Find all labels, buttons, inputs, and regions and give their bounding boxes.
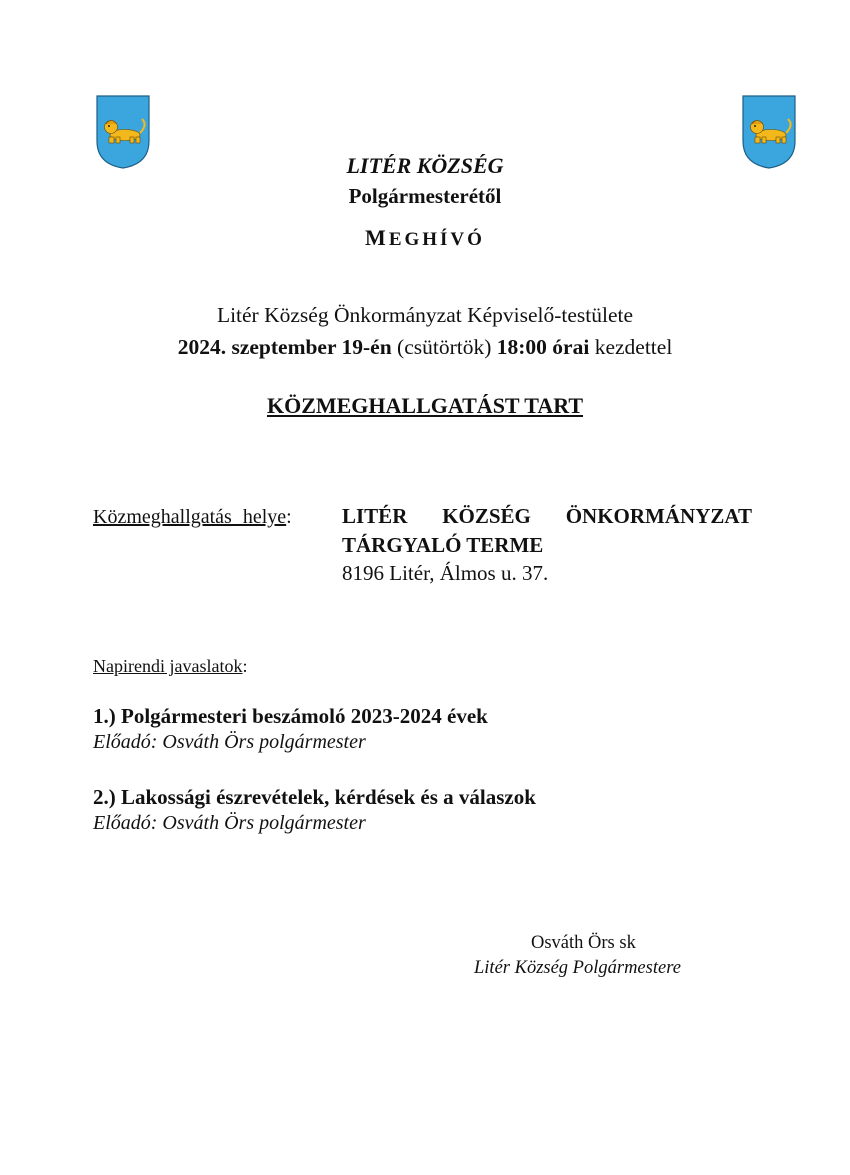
location-label: Közmeghallgatás helye [93, 506, 287, 528]
document-type [0, 225, 850, 251]
body-organization-line: Litér Község Önkormányzat Képviselő-testülete [216, 303, 634, 327]
meeting-date: 2024. szeptember 19-én [177, 335, 392, 359]
meeting-time: 18:00 órai [496, 335, 590, 359]
agenda-item-presenter: Előadó: Osváth Örs polgármester [93, 731, 366, 753]
location-address: 8196 Litér, Álmos u. 37. [342, 561, 549, 585]
signer-role: Litér Község Polgármestere [474, 958, 681, 978]
location-name-line2: TÁRGYALÓ TERME [342, 533, 544, 557]
document-title: LITÉR KÖZSÉG [346, 153, 504, 178]
agenda-label-colon: : [242, 656, 248, 676]
document-type-initial: M [365, 225, 389, 250]
announcement-heading: KÖZMEGHALLGATÁST TART [266, 393, 584, 418]
location-label-row [93, 506, 292, 529]
location-name-line1: LITÉR KÖZSÉG ÖNKORMÁNYZAT [342, 504, 752, 528]
document-type-rest: EGHÍVÓ [388, 229, 485, 250]
document-subtitle: Polgármesterétől [348, 184, 502, 208]
meeting-time-suffix: kezdettel [594, 335, 673, 359]
agenda-item-presenter: Előadó: Osváth Örs polgármester [93, 812, 366, 834]
agenda-label: Napirendi javaslatok [93, 656, 243, 676]
signer-name: Osváth Örs sk [531, 933, 636, 953]
agenda-item-title: 1.) Polgármesteri beszámoló 2023-2024 évek [93, 704, 488, 728]
agenda-item-title: 2.) Lakossági észrevételek, kérdések és a válaszok [93, 785, 536, 809]
meeting-weekday: (csütörtök) [397, 335, 492, 359]
body-datetime-line [0, 335, 850, 360]
agenda-label-row [93, 656, 247, 677]
location-label-colon: : [286, 506, 292, 528]
